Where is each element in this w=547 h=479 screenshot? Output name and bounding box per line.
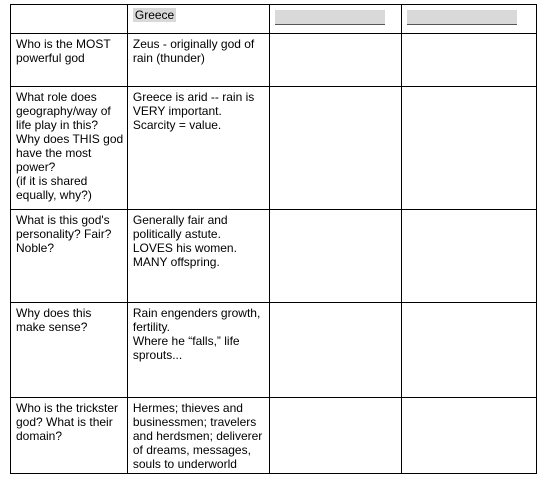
answer-cell-empty[interactable] — [269, 210, 401, 303]
greece-answer-cell: Generally fair and politically astute. LOVES his women. MANY offspring. — [127, 210, 269, 303]
fill-in-blank-1[interactable] — [275, 10, 385, 25]
table-row — [11, 210, 537, 303]
answer-cell-empty[interactable] — [401, 303, 536, 398]
comparison-table — [10, 4, 537, 474]
answer-cell-empty[interactable] — [269, 34, 401, 87]
question-cell: Why does this make sense? — [11, 303, 128, 398]
header-cell-greece — [127, 5, 269, 34]
greece-answer-cell: Greece is arid -- rain is VERY important. Scarcity = value. — [127, 87, 269, 210]
table-row — [11, 87, 537, 210]
header-row — [11, 5, 537, 34]
question-cell: What role does geography/way of life play in this? Why does THIS god have the most power? (if it is shared equally, why?) — [11, 87, 128, 210]
greece-answer-cell: Zeus - originally god of rain (thunder) — [127, 34, 269, 87]
table-row — [11, 398, 537, 474]
question-cell: Who is the trickster god? What is their domain? — [11, 398, 128, 474]
header-cell-blank-2[interactable] — [401, 5, 536, 34]
greece-answer-cell: Hermes; thieves and businessmen; travelers and herdsmen; deliverer of dreams, messages, souls to underworld — [127, 398, 269, 474]
table-row — [11, 34, 537, 87]
answer-cell-empty[interactable] — [401, 87, 536, 210]
header-cell-empty — [11, 5, 128, 34]
question-cell: Who is the MOST powerful god — [11, 34, 128, 87]
answer-cell-empty[interactable] — [269, 303, 401, 398]
question-cell: What is this god's personality? Fair? Noble? — [11, 210, 128, 303]
answer-cell-empty[interactable] — [401, 210, 536, 303]
fill-in-blank-2[interactable] — [407, 10, 517, 25]
answer-cell-empty[interactable] — [401, 398, 536, 474]
greece-answer-cell: Rain engenders growth, fertility. Where he “falls,” life sprouts... — [127, 303, 269, 398]
table-row — [11, 303, 537, 398]
header-greece-label: Greece — [134, 8, 175, 22]
answer-cell-empty[interactable] — [269, 398, 401, 474]
answer-cell-empty[interactable] — [269, 87, 401, 210]
header-cell-blank-1[interactable] — [269, 5, 401, 34]
answer-cell-empty[interactable] — [401, 34, 536, 87]
